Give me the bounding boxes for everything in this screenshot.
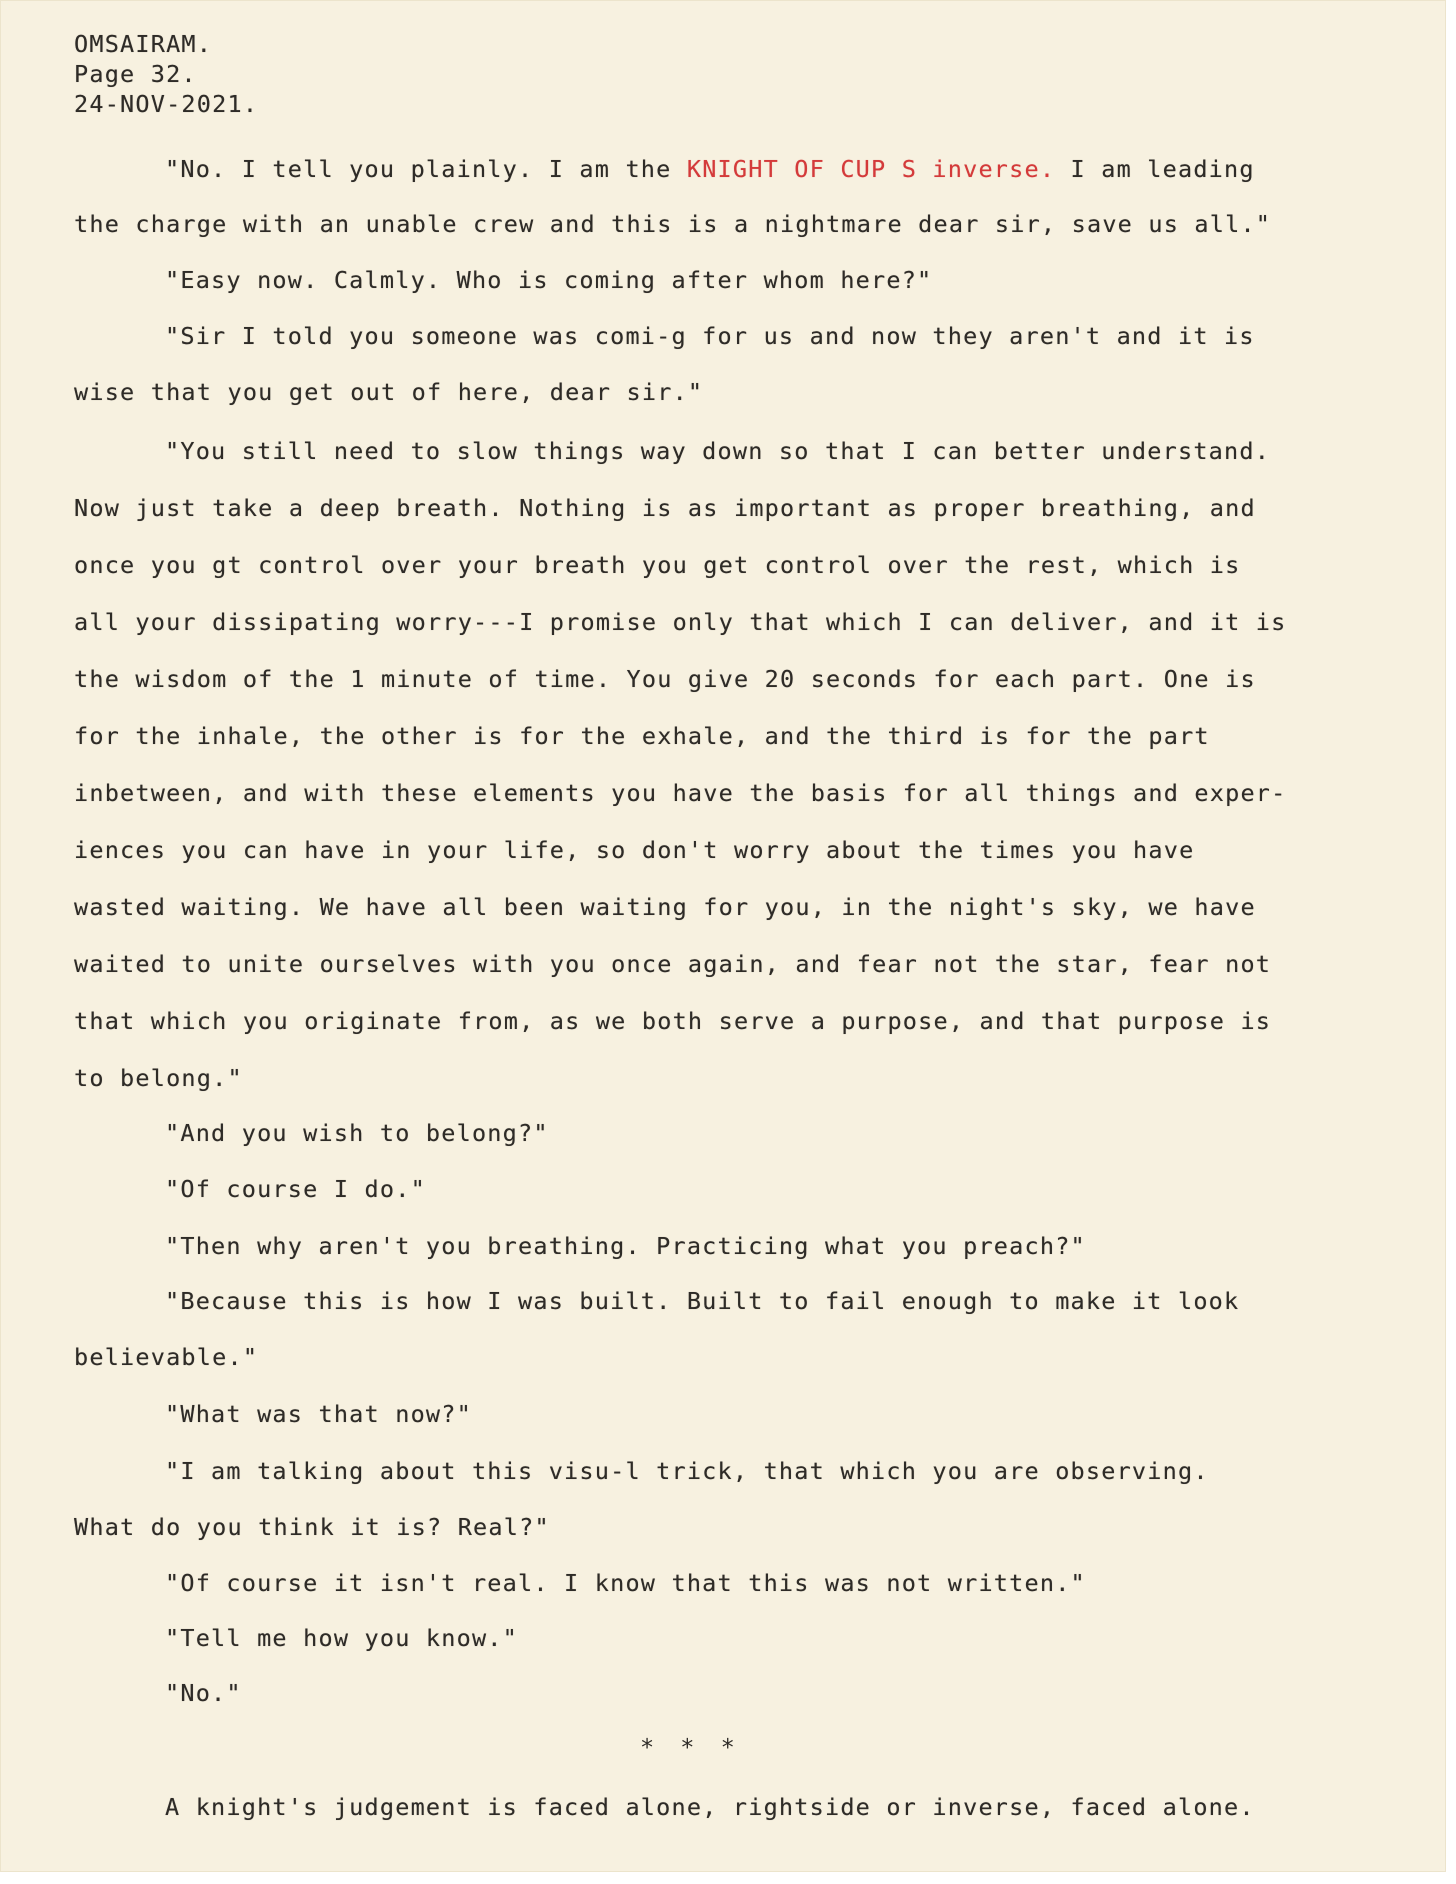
text-line-6: "You still need to slow things way down so that I can better understand. (165, 437, 1271, 465)
scan-margin-bottom (0, 1872, 1456, 1884)
text-line-16: that which you originate from, as we both serve a purpose, and that purpose is (74, 1007, 1272, 1035)
text-line-25: What do you think it is? Real?" (74, 1513, 550, 1541)
text-line-11: for the inhale, the other is for the exhale, and the third is for the part (74, 722, 1210, 750)
text-line-2: the charge with an unable crew and this is a nightmare dear sir, save us all." (74, 210, 1272, 238)
text-line-23: "What was that now?" (165, 1400, 472, 1428)
text-line-9: all your dissipating worry---I promise only that which I can deliver, and it is (74, 608, 1287, 636)
text-line-4: "Sir I told you someone was comi-g for us and now they aren't and it is (165, 322, 1255, 350)
text-line-1-end: I am leading (1055, 155, 1255, 183)
scan-margin-right (1446, 0, 1456, 1884)
text-line-3: "Easy now. Calmly. Who is coming after whom here?" (165, 266, 933, 294)
text-line-27: "Tell me how you know." (165, 1624, 519, 1652)
text-line-26: "Of course it isn't real. I know that this was not written." (165, 1569, 1086, 1597)
text-line-10: the wisdom of the 1 minute of time. You give 20 seconds for each part. One is (74, 665, 1256, 693)
knight-of-cups-highlight: KNIGHT OF CUP S inverse. (686, 155, 1056, 183)
header-date: 24-NOV-2021. (74, 90, 259, 118)
text-line-18: "And you wish to belong?" (165, 1119, 549, 1147)
header-omsairam: OMSAIRAM. (74, 30, 213, 58)
text-line-15: waited to unite ourselves with you once again, and fear not the star, fear not (74, 950, 1272, 978)
text-line-19: "Of course I do." (165, 1175, 426, 1203)
text-line-20: "Then why aren't you breathing. Practicing what you preach?" (165, 1232, 1086, 1260)
header-page-number: Page 32. (74, 60, 197, 88)
section-separator: * * * (640, 1733, 741, 1761)
text-line-22: believable." (74, 1343, 259, 1371)
closing-line: A knight's judgement is faced alone, rightside or inverse, faced alone. (165, 1793, 1255, 1821)
text-line-8: once you gt control over your breath you get control over the rest, which is (74, 551, 1241, 579)
text-line-1-start: "No. I tell you plainly. I am the (165, 155, 687, 183)
text-line-13: iences you can have in your life, so don't worry about the times you have (74, 836, 1195, 864)
text-line-1 (165, 155, 1255, 183)
text-line-24: "I am talking about this visu-l trick, that which you are observing. (165, 1457, 1209, 1485)
text-line-28: "No." (165, 1679, 242, 1707)
text-line-12: inbetween, and with these elements you have the basis for all things and exper- (74, 779, 1287, 807)
text-line-5: wise that you get out of here, dear sir." (74, 378, 704, 406)
text-line-7: Now just take a deep breath. Nothing is as important as proper breathing, and (74, 494, 1256, 522)
text-line-14: wasted waiting. We have all been waiting for you, in the night's sky, we have (74, 893, 1256, 921)
text-line-17: to belong." (74, 1064, 243, 1092)
text-line-21: "Because this is how I was built. Built to fail enough to make it look (165, 1287, 1240, 1315)
